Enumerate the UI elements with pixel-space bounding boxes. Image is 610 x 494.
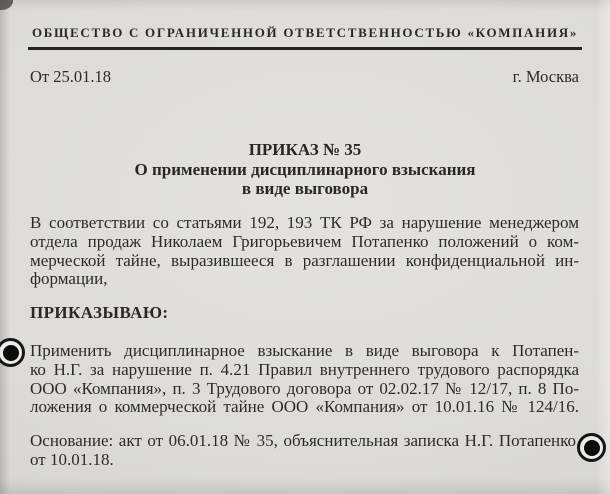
hole-punch-dot [3,345,19,361]
company-name: ОБЩЕСТВО С ОГРАНИЧЕННОЙ ОТВЕТСТВЕННОСТЬЮ «КОМПАНИЯ» [31,25,579,40]
order-number-line: ПРИКАЗ № 35 [248,140,362,159]
preamble-line: мерческой тайне, выразившееся в разглашении конфиденциальной ин- [30,250,579,270]
basis-line: Основание: акт от 06.01.18 № 35, объяснительная записка Н.Г. Потапенко [30,431,576,450]
meta-row [30,67,579,87]
order-line: ложения о коммерческой тайне ООО «Компания» от 10.01.16 № 124/16. [30,397,579,417]
order-line: ООО «Компания», п. 3 Трудового договора от 02.02.17 № 12/17, п. 8 По- [30,378,579,398]
letterhead-rule [28,47,582,50]
hole-punch-right-icon [577,433,606,462]
preamble-line: отдела продаж Николаем Григорьевичем Потапенко положений о ком- [30,231,579,251]
order-line: ко Н.Г. за нарушение п. 4.21 Правил внутреннего трудового распорядка [30,359,579,379]
order-subject-line-1: О применении дисциплинарного взыскания [134,159,476,179]
order-paragraph [30,342,579,417]
hole-punch-dot [584,440,600,456]
order-subject-line-2: в виде выговора [241,179,369,198]
order-title [0,140,610,199]
preamble-line: В соответствии со статьями 192, 193 ТК РФ за нарушение менеджером [30,213,579,232]
hole-punch-left-icon [0,338,25,367]
order-heading: ПРИКАЗЫВАЮ: [30,303,169,322]
basis-paragraph [30,432,576,470]
preamble-line: формации, [30,269,108,289]
scan-corner-artifact [0,0,13,10]
preamble-paragraph [30,214,579,289]
order-line: Применить дисциплинарное взыскание в виде выговора к Потапен- [30,341,579,360]
order-date: От 25.01.18 [30,67,112,86]
order-city: г. Москва [512,67,579,86]
basis-line: от 10.01.18. [30,449,114,469]
